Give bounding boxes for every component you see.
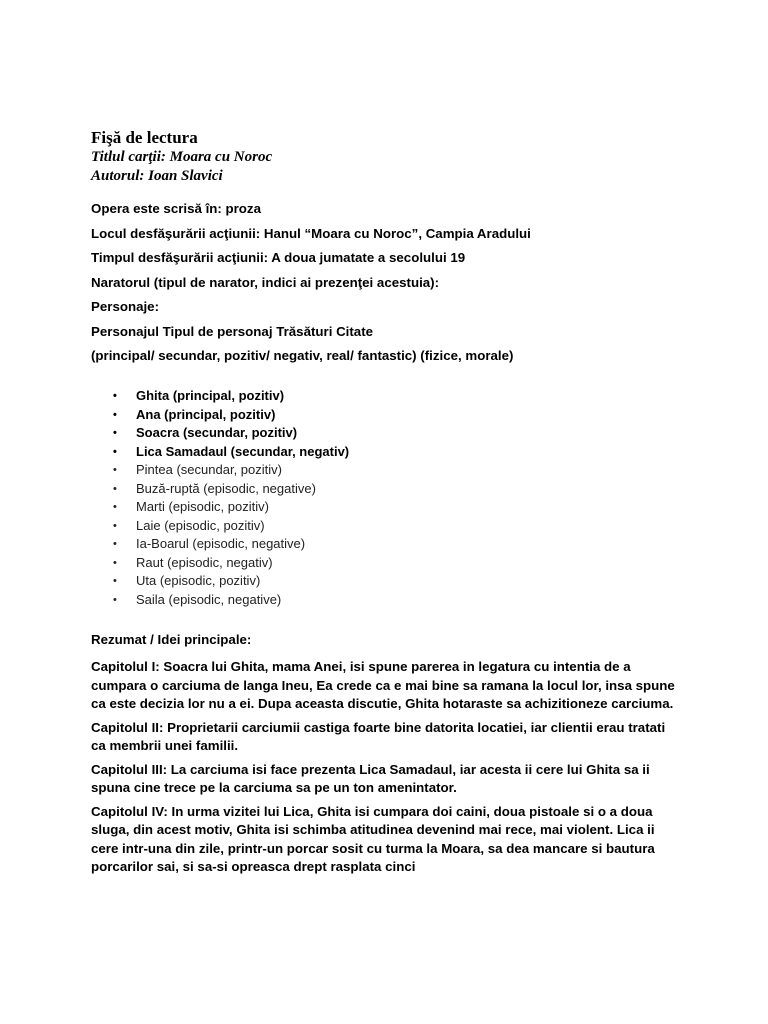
characters-heading: Personaje: bbox=[91, 299, 159, 314]
character-columns-hint: (principal/ secundar, pozitiv/ negativ, real/ fantastic) (fizice, morale) bbox=[91, 348, 514, 363]
chapter-1-paragraph: Capitolul I: Soacra lui Ghita, mama Anei, isi spune parerea in legatura cu intentia de a cumpara o carciuma de langa Ineu, Ea crede ca e mai bine sa ramana la locul lor, insa spune ca este decizia lor nu a ei. Dupa aceasta discutie, Ghita hotaraste sa achizitioneze carciuma. bbox=[91, 659, 675, 711]
list-item-text: Raut (episodic, negativ) bbox=[136, 554, 273, 570]
list-item-text: Ia-Boarul (episodic, negative) bbox=[136, 536, 306, 551]
bullet-icon: • bbox=[113, 538, 117, 550]
list-item bbox=[91, 424, 691, 443]
list-item-text: Buză-ruptă (episodic, negative) bbox=[136, 480, 316, 496]
chapter-3-paragraph: Capitolul III: La carciuma isi face prezenta Lica Samadaul, iar acesta ii cere lui Ghita sa ii spuna cine trece pe la carciuma sa pe un ton amenintator. bbox=[91, 761, 650, 795]
document-content bbox=[91, 128, 691, 882]
book-title: Titlul carţii: Moara cu Noroc bbox=[91, 149, 273, 165]
bullet-icon: • bbox=[113, 575, 117, 587]
list-item bbox=[91, 498, 691, 517]
bullet-icon: • bbox=[113, 482, 117, 495]
character-columns-line: Personajul Tipul de personaj Trăsături Citate bbox=[91, 323, 374, 339]
work-details bbox=[91, 200, 691, 365]
bullet-icon: • bbox=[113, 593, 117, 606]
list-item bbox=[91, 572, 691, 591]
list-item-text: Marti (episodic, pozitiv) bbox=[136, 499, 269, 514]
list-item bbox=[91, 517, 691, 536]
chapter-2-paragraph: Capitolul II: Proprietarii carciumii castiga foarte bine datorita locatiei, iar clientii erau tratati ca membrii unei familii. bbox=[91, 719, 666, 753]
list-item bbox=[91, 480, 691, 499]
bullet-icon: • bbox=[113, 445, 117, 458]
list-item-text: Saila (episodic, negative) bbox=[136, 591, 282, 607]
bullet-icon: • bbox=[113, 501, 117, 513]
list-item bbox=[91, 554, 691, 573]
place-line: Locul desfăşurării acţiunii: Hanul “Moara cu Noroc”, Campia Aradului bbox=[91, 225, 531, 241]
chapter-4-paragraph: Capitolul IV: In urma vizitei lui Lica, Ghita isi cumpara doi caini, doua pistoale si o a doua sluga, din acest motiv, Ghita isi schimba atitudinea devenind mai rece, mai violent. Lica ii cere intr-una din zile, printr-un porcar sosit cu turma la Moara, sa dea mancare si bautura porcarilor sai, si sa-si opreasca drept rasplata cinci bbox=[91, 803, 655, 874]
list-item bbox=[91, 591, 691, 610]
list-item-text: Uta (episodic, pozitiv) bbox=[136, 573, 261, 588]
bullet-icon: • bbox=[113, 519, 117, 532]
document-title: Fişă de lectura bbox=[91, 128, 198, 147]
bullet-icon: • bbox=[113, 427, 117, 439]
bullet-icon: • bbox=[113, 556, 117, 569]
bullet-icon: • bbox=[113, 408, 117, 421]
bullet-icon: • bbox=[113, 390, 117, 402]
written-in-line: Opera este scrisă în: proza bbox=[91, 201, 261, 216]
character-list bbox=[91, 387, 691, 609]
list-item bbox=[91, 387, 691, 406]
summary-heading: Rezumat / Idei principale: bbox=[91, 632, 252, 647]
book-author: Autorul: Ioan Slavici bbox=[91, 168, 223, 184]
list-item bbox=[91, 406, 691, 425]
list-item-text: Soacra (secundar, pozitiv) bbox=[136, 425, 298, 440]
list-item-text: Laie (episodic, pozitiv) bbox=[136, 517, 265, 533]
list-item-text: Lica Samadaul (secundar, negativ) bbox=[136, 443, 350, 459]
list-item bbox=[91, 443, 691, 462]
list-item-text: Ana (principal, pozitiv) bbox=[136, 406, 276, 422]
list-item-text: Pintea (secundar, pozitiv) bbox=[136, 462, 282, 477]
list-item bbox=[91, 535, 691, 554]
time-line: Timpul desfăşurării acţiunii: A doua jumatate a secolului 19 bbox=[91, 250, 466, 265]
narrator-line: Naratorul (tipul de narator, indici ai prezenţei acestuia): bbox=[91, 274, 440, 290]
list-item-text: Ghita (principal, pozitiv) bbox=[136, 388, 285, 403]
list-item bbox=[91, 461, 691, 480]
bullet-icon: • bbox=[113, 464, 117, 476]
